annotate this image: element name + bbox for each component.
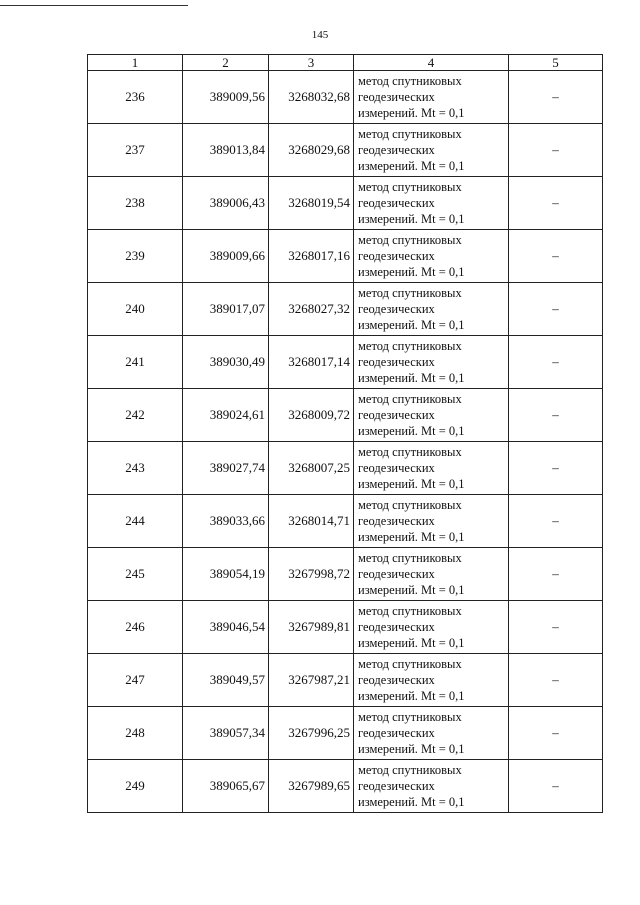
method-line: метод спутниковых xyxy=(358,286,462,300)
coordinates-table xyxy=(87,54,603,813)
point-number-cell: 249 xyxy=(88,760,183,813)
top-rule xyxy=(0,5,188,6)
column-header: 5 xyxy=(509,55,603,71)
x-coordinate-cell: 389009,56 xyxy=(183,71,269,124)
note-cell: – xyxy=(509,495,603,548)
method-accuracy-line: измерений. Mt = 0,1 xyxy=(358,742,465,756)
point-number-cell: 236 xyxy=(88,71,183,124)
note-cell: – xyxy=(509,707,603,760)
column-header: 1 xyxy=(88,55,183,71)
x-coordinate-cell: 389033,66 xyxy=(183,495,269,548)
method-cell xyxy=(354,601,509,654)
note-cell: – xyxy=(509,601,603,654)
x-coordinate-cell: 389013,84 xyxy=(183,124,269,177)
note-cell: – xyxy=(509,442,603,495)
method-line: геодезических xyxy=(358,514,435,528)
method-line: геодезических xyxy=(358,249,435,263)
method-cell xyxy=(354,230,509,283)
method-line: метод спутниковых xyxy=(358,74,462,88)
point-number-cell: 245 xyxy=(88,548,183,601)
x-coordinate-cell: 389017,07 xyxy=(183,283,269,336)
point-number-cell: 241 xyxy=(88,336,183,389)
page-number: 145 xyxy=(311,29,329,41)
method-cell xyxy=(354,548,509,601)
method-line: метод спутниковых xyxy=(358,657,462,671)
method-accuracy-line: измерений. Mt = 0,1 xyxy=(358,212,465,226)
method-line: метод спутниковых xyxy=(358,604,462,618)
method-line: геодезических xyxy=(358,567,435,581)
y-coordinate-cell: 3268019,54 xyxy=(269,177,354,230)
point-number-cell: 244 xyxy=(88,495,183,548)
method-line: геодезических xyxy=(358,408,435,422)
table-row xyxy=(88,283,603,336)
method-cell xyxy=(354,707,509,760)
method-accuracy-line: измерений. Mt = 0,1 xyxy=(358,159,465,173)
table-row xyxy=(88,548,603,601)
note-cell: – xyxy=(509,230,603,283)
note-cell: – xyxy=(509,654,603,707)
column-header: 3 xyxy=(269,55,354,71)
method-cell xyxy=(354,71,509,124)
point-number-cell: 248 xyxy=(88,707,183,760)
note-cell: – xyxy=(509,71,603,124)
table-row xyxy=(88,389,603,442)
method-line: метод спутниковых xyxy=(358,763,462,777)
method-accuracy-line: измерений. Mt = 0,1 xyxy=(358,106,465,120)
point-number-cell: 243 xyxy=(88,442,183,495)
note-cell: – xyxy=(509,389,603,442)
x-coordinate-cell: 389006,43 xyxy=(183,177,269,230)
method-accuracy-line: измерений. Mt = 0,1 xyxy=(358,530,465,544)
x-coordinate-cell: 389046,54 xyxy=(183,601,269,654)
y-coordinate-cell: 3267987,21 xyxy=(269,654,354,707)
note-cell: – xyxy=(509,177,603,230)
table-row xyxy=(88,336,603,389)
method-accuracy-line: измерений. Mt = 0,1 xyxy=(358,318,465,332)
y-coordinate-cell: 3268017,14 xyxy=(269,336,354,389)
method-accuracy-line: измерений. Mt = 0,1 xyxy=(358,636,465,650)
y-coordinate-cell: 3267998,72 xyxy=(269,548,354,601)
point-number-cell: 246 xyxy=(88,601,183,654)
note-cell: – xyxy=(509,760,603,813)
table-row xyxy=(88,601,603,654)
method-line: геодезических xyxy=(358,673,435,687)
table-row xyxy=(88,230,603,283)
method-line: геодезических xyxy=(358,461,435,475)
method-line: метод спутниковых xyxy=(358,392,462,406)
note-cell: – xyxy=(509,124,603,177)
method-cell xyxy=(354,177,509,230)
method-line: метод спутниковых xyxy=(358,180,462,194)
table-row xyxy=(88,760,603,813)
y-coordinate-cell: 3268029,68 xyxy=(269,124,354,177)
method-cell xyxy=(354,124,509,177)
method-accuracy-line: измерений. Mt = 0,1 xyxy=(358,424,465,438)
method-accuracy-line: измерений. Mt = 0,1 xyxy=(358,689,465,703)
y-coordinate-cell: 3268007,25 xyxy=(269,442,354,495)
table-row xyxy=(88,442,603,495)
table-row xyxy=(88,495,603,548)
x-coordinate-cell: 389049,57 xyxy=(183,654,269,707)
x-coordinate-cell: 389054,19 xyxy=(183,548,269,601)
method-line: метод спутниковых xyxy=(358,551,462,565)
method-accuracy-line: измерений. Mt = 0,1 xyxy=(358,477,465,491)
y-coordinate-cell: 3267989,81 xyxy=(269,601,354,654)
point-number-cell: 238 xyxy=(88,177,183,230)
method-cell xyxy=(354,495,509,548)
y-coordinate-cell: 3267989,65 xyxy=(269,760,354,813)
table-row xyxy=(88,71,603,124)
method-accuracy-line: измерений. Mt = 0,1 xyxy=(358,795,465,809)
column-header: 2 xyxy=(183,55,269,71)
method-line: метод спутниковых xyxy=(358,445,462,459)
method-accuracy-line: измерений. Mt = 0,1 xyxy=(358,371,465,385)
x-coordinate-cell: 389024,61 xyxy=(183,389,269,442)
x-coordinate-cell: 389030,49 xyxy=(183,336,269,389)
y-coordinate-cell: 3268017,16 xyxy=(269,230,354,283)
note-cell: – xyxy=(509,548,603,601)
method-line: геодезических xyxy=(358,90,435,104)
method-line: геодезических xyxy=(358,143,435,157)
point-number-cell: 242 xyxy=(88,389,183,442)
table-row xyxy=(88,707,603,760)
y-coordinate-cell: 3268014,71 xyxy=(269,495,354,548)
header-row xyxy=(88,55,603,71)
method-accuracy-line: измерений. Mt = 0,1 xyxy=(358,583,465,597)
method-cell xyxy=(354,442,509,495)
method-accuracy-line: измерений. Mt = 0,1 xyxy=(358,265,465,279)
method-cell xyxy=(354,760,509,813)
y-coordinate-cell: 3268009,72 xyxy=(269,389,354,442)
method-line: геодезических xyxy=(358,355,435,369)
method-cell xyxy=(354,389,509,442)
table-row xyxy=(88,177,603,230)
y-coordinate-cell: 3268032,68 xyxy=(269,71,354,124)
point-number-cell: 239 xyxy=(88,230,183,283)
method-line: метод спутниковых xyxy=(358,339,462,353)
point-number-cell: 240 xyxy=(88,283,183,336)
method-line: геодезических xyxy=(358,620,435,634)
method-line: геодезических xyxy=(358,779,435,793)
y-coordinate-cell: 3267996,25 xyxy=(269,707,354,760)
method-line: метод спутниковых xyxy=(358,233,462,247)
method-line: геодезических xyxy=(358,726,435,740)
method-line: метод спутниковых xyxy=(358,127,462,141)
method-cell xyxy=(354,336,509,389)
point-number-cell: 247 xyxy=(88,654,183,707)
point-number-cell: 237 xyxy=(88,124,183,177)
method-line: геодезических xyxy=(358,196,435,210)
method-line: геодезических xyxy=(358,302,435,316)
note-cell: – xyxy=(509,283,603,336)
method-line: метод спутниковых xyxy=(358,498,462,512)
table-row xyxy=(88,124,603,177)
column-header: 4 xyxy=(354,55,509,71)
x-coordinate-cell: 389009,66 xyxy=(183,230,269,283)
y-coordinate-cell: 3268027,32 xyxy=(269,283,354,336)
method-line: метод спутниковых xyxy=(358,710,462,724)
method-cell xyxy=(354,654,509,707)
x-coordinate-cell: 389065,67 xyxy=(183,760,269,813)
table-body xyxy=(88,71,603,813)
method-cell xyxy=(354,283,509,336)
x-coordinate-cell: 389057,34 xyxy=(183,707,269,760)
x-coordinate-cell: 389027,74 xyxy=(183,442,269,495)
table-row xyxy=(88,654,603,707)
note-cell: – xyxy=(509,336,603,389)
